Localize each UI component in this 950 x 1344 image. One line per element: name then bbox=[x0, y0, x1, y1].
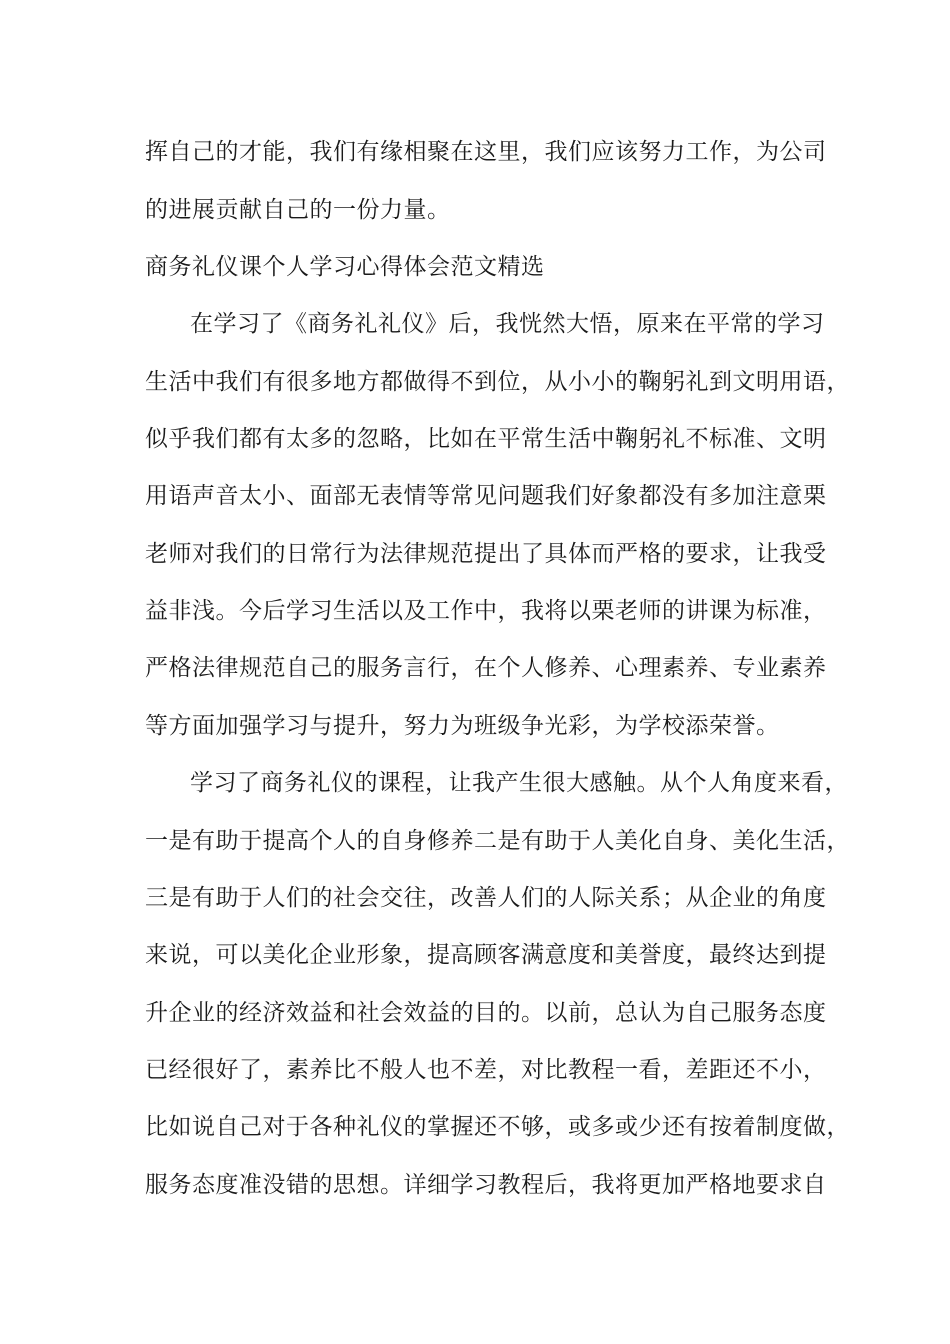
paragraph-line: 挥自己的才能，我们有缘相聚在这里，我们应该努力工作，为公司 bbox=[145, 139, 827, 165]
paragraph-line: 严格法律规范自己的服务言行，在个人修养、心理素养、专业素养 bbox=[145, 655, 827, 681]
paragraph-line: 学习了商务礼仪的课程，让我产生很大感触。从个人角度来看， bbox=[190, 770, 848, 796]
paragraph-line: 来说，可以美化企业形象，提高顾客满意度和美誉度，最终达到提 bbox=[145, 942, 827, 968]
paragraph-line: 的进展贡献自己的一份力量。 bbox=[145, 197, 451, 223]
paragraph-line: 老师对我们的日常行为法律规范提出了具体而严格的要求，让我受 bbox=[145, 541, 827, 567]
paragraph-line: 在学习了《商务礼礼仪》后，我恍然大悟，原来在平常的学习 bbox=[190, 311, 825, 337]
paragraph-line: 一是有助于提高个人的自身修养二是有助于人美化自身、美化生活， bbox=[145, 828, 850, 854]
paragraph-line: 服务态度准没错的思想。详细学习教程后，我将更加严格地要求自 bbox=[145, 1172, 827, 1198]
paragraph-line: 比如说自己对于各种礼仪的掌握还不够，或多或少还有按着制度做， bbox=[145, 1114, 850, 1140]
paragraph-line: 升企业的经济效益和社会效益的目的。以前，总认为自己服务态度 bbox=[145, 1000, 827, 1026]
paragraph-line: 三是有助于人们的社会交往，改善人们的人际关系；从企业的角度 bbox=[145, 885, 827, 911]
paragraph-line: 等方面加强学习与提升，努力为班级争光彩，为学校添荣誉。 bbox=[145, 713, 780, 739]
paragraph-line: 用语声音太小、面部无表情等常见问题我们好象都没有多加注意栗 bbox=[145, 483, 827, 509]
paragraph-line: 似乎我们都有太多的忽略，比如在平常生活中鞠躬礼不标准、文明 bbox=[145, 426, 827, 452]
paragraph-line: 已经很好了，素养比不般人也不差，对比教程一看，差距还不小， bbox=[145, 1057, 827, 1083]
paragraph-line: 生活中我们有很多地方都做得不到位，从小小的鞠躬礼到文明用语， bbox=[145, 369, 850, 395]
paragraph-line: 益非浅。今后学习生活以及工作中，我将以栗老师的讲课为标准， bbox=[145, 598, 827, 624]
section-heading: 商务礼仪课个人学习心得体会范文精选 bbox=[145, 254, 545, 280]
